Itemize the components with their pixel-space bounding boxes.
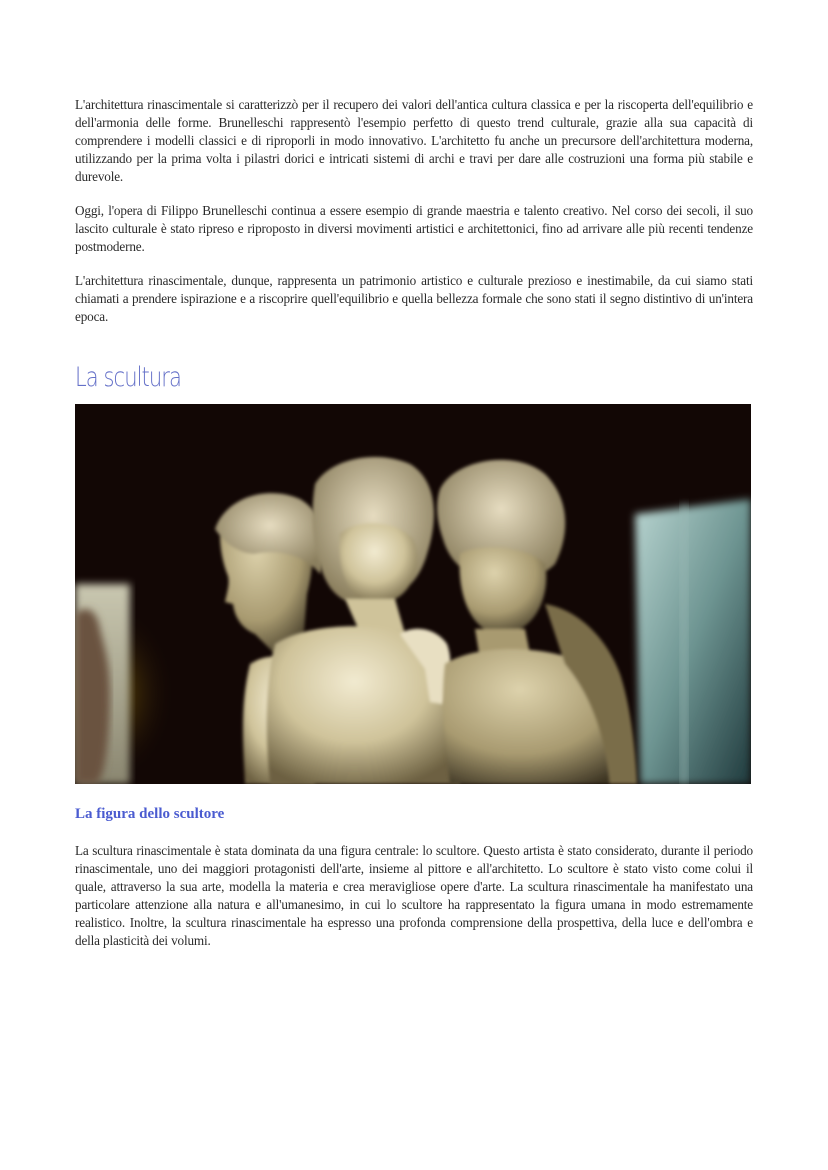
paragraph-intro-1: L'architettura rinascimentale si caratterizzò per il recupero dei valori dell'antica cultura classica e per la riscoperta dell'equilibrio e dell'armonia delle forme. Brunelleschi rappresentò l'esempio perfetto di questo trend culturale, grazie alla sua capacità di comprendere i modelli classici e di riproporli in modo innovativo. L'architetto fu anche un precursore dell'architettura moderna, utilizzando per la prima volta i pilastri dorici e intricati sistemi di archi e travi per dare alle costruzioni una forma più stabile e durevole. <box>75 97 753 184</box>
paragraph-intro-2: Oggi, l'opera di Filippo Brunelleschi continua a essere esempio di grande maestria e talento creativo. Nel corso dei secoli, il suo lascito culturale è stato ripreso e riproposto in diversi movimenti artistici e architettonici, fino ad arrivare alle più recenti tendenze postmoderne. <box>75 203 753 254</box>
subsection-title: La figura dello scultore <box>75 806 225 822</box>
three-graces-illustration <box>75 404 751 784</box>
document-page <box>75 96 753 966</box>
section-title: La scultura <box>75 362 181 393</box>
paragraph-intro-3: L'architettura rinascimentale, dunque, rappresenta un patrimonio artistico e culturale prezioso e inestimabile, da cui siamo stati chiamati a prendere ispirazione e a riscoprire quell'equilibrio e quella bellezza formale che sono stati il segno distintivo di un'intera epoca. <box>75 273 753 324</box>
sculpture-image <box>75 404 751 784</box>
paragraph-sculptor: La scultura rinascimentale è stata dominata da una figura centrale: lo scultore. Questo artista è stato considerato, durante il periodo rinascimentale, uno dei maggiori protagonisti dell'arte, insieme al pittore e all'architetto. Lo scultore è stato visto come colui il quale, attraverso la sua arte, modella la materia e crea meravigliose opere d'arte. La scultura rinascimentale ha manifestato una particolare attenzione alla natura e all'umanesimo, in cui lo scultore ha rappresentato la figura umana in modo estremamente realistico. Inoltre, la scultura rinascimentale ha espresso una profonda comprensione della prospettiva, della luce e dell'ombra e della plasticità dei volumi. <box>75 843 753 948</box>
